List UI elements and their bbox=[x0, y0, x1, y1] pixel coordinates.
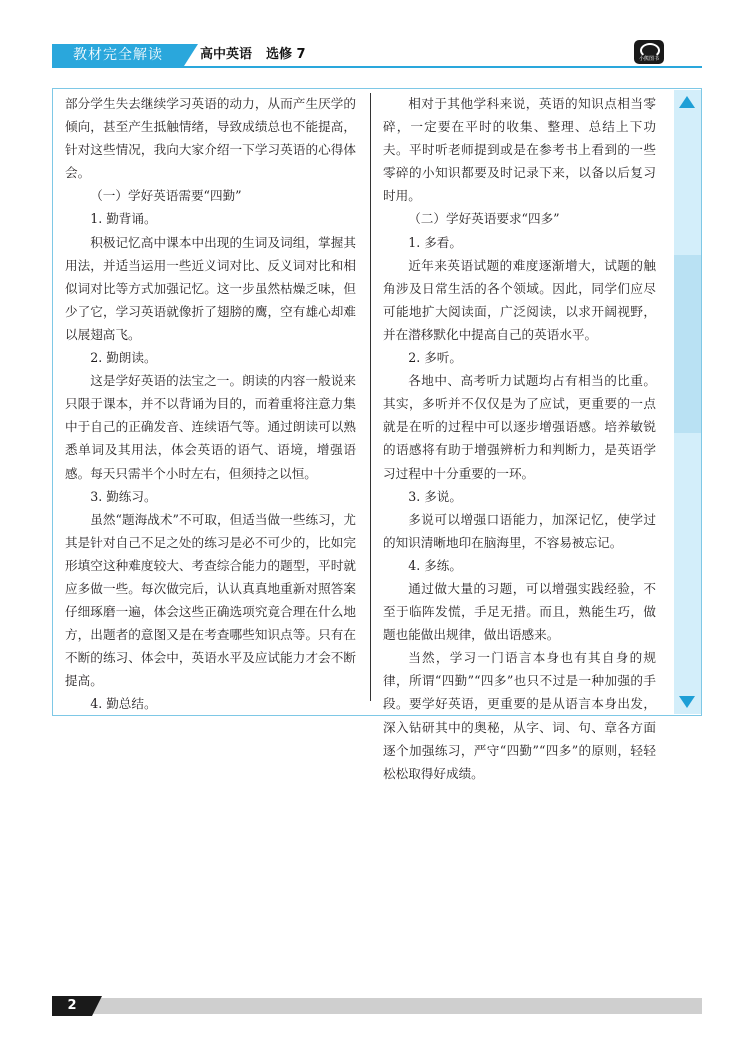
paragraph: 3. 多说。 bbox=[408, 488, 462, 504]
paragraph: 3. 勤练习。 bbox=[90, 488, 157, 504]
paragraph: 1. 勤背诵。 bbox=[90, 211, 157, 227]
paragraph: 相对于其他学科来说，英语的知识点相当零碎，一定要在平时的收集、整理、总结上下功夫。平时听老师提到或是在参考书上看到的一些零碎的小知识都要及时记录下来，以备以后复习时用。 bbox=[383, 96, 656, 204]
tab-corner bbox=[184, 44, 198, 66]
book-series-tab: 教材完全解读 bbox=[52, 44, 184, 66]
paragraph: （二）学好英语要求“四多” bbox=[408, 211, 560, 227]
scroll-down-arrow-icon[interactable] bbox=[674, 690, 701, 714]
paragraph: 2. 多听。 bbox=[408, 350, 462, 366]
volume-label: 选修 7 bbox=[266, 47, 306, 62]
paragraph: 积极记忆高中课本中出现的生词及词组，掌握其用法，并适当运用一些近义词对比、反义词对比和相似词对比等方式加强记忆。这一步虽然枯燥乏味，但少了它，学习英语就像折了翅膀的鹰，空有雄心却难以展翅高飞。 bbox=[65, 234, 356, 342]
paragraph: 近年来英语试题的难度逐渐增大，试题的触角涉及日常生活的各个领域。因此，同学们应尽可能地扩大阅读面，广泛阅读，以求开阔视野，并在潜移默化中提高自己的英语水平。 bbox=[383, 257, 656, 342]
publisher-logo bbox=[634, 40, 664, 64]
paragraph: 这是学好英语的法宝之一。朗读的内容一般说来只限于课本，并不以背诵为目的，而着重将注意力集中于自己的正确发音、连续语气等。通过朗读可以熟悉单词及其用法，体会英语的语气、语境，增强语感。每天只需半个小时左右，但须持之以恒。 bbox=[65, 373, 356, 481]
left-column bbox=[65, 92, 356, 716]
header-rule bbox=[52, 66, 702, 68]
logo-text: 小熊图书 bbox=[638, 56, 659, 62]
scroll-up-arrow-icon[interactable] bbox=[674, 90, 701, 114]
paragraph: 4. 多练。 bbox=[408, 557, 462, 573]
paragraph: 各地中、高考听力试题均占有相当的比重。其实，多听并不仅仅是为了应试，更重要的一点就是在听的过程中可以逐步增强语感。培养敏锐的语感将有助于增强辨析力和判断力，是英语学习过程中十分重要的一环。 bbox=[383, 373, 656, 481]
paragraph: 当然，学习一门语言本身也有其自身的规律，所谓“四勤”“四多”也只不过是一种加强的手段。要学好英语，更重要的是从语言本身出发，深入钻研其中的奥秘，从字、词、句、章各方面逐个加强练习，严守“四勤”“四多”的原则，轻轻松松取得好成绩。 bbox=[383, 650, 656, 781]
right-column bbox=[383, 92, 656, 785]
paragraph: 通过做大量的习题，可以增强实践经验，不至于临阵发慌，手足无措。而且，熟能生巧，做题也能做出规律，做出语感来。 bbox=[383, 580, 656, 643]
paragraph: 虽然“题海战术”不可取，但适当做一些练习，尤其是针对自己不足之处的练习是必不可少的，比如完形填空这种难度较大、考查综合能力的题型，平时就应多做一些。每次做完后，认认真真地重新对照答案仔细琢磨一遍，体会这些正确选项究竟合理在什么地方，出题者的意图又是在考查哪些知识点等。只有在不断的练习、体会中，英语水平及应试能力才会不断提高。 bbox=[65, 511, 356, 689]
page-number: 2 bbox=[52, 996, 92, 1016]
paragraph: 4. 勤总结。 bbox=[90, 696, 157, 712]
paragraph: 1. 多看。 bbox=[408, 234, 462, 250]
footer-bar bbox=[52, 998, 702, 1014]
column-divider bbox=[370, 93, 371, 701]
paragraph: 部分学生失去继续学习英语的动力，从而产生厌学的倾向，甚至产生抵触情绪，导致成绩总也不能提高，针对这些情况，我向大家介绍一下学习英语的心得体会。 bbox=[65, 96, 356, 181]
subject-label: 高中英语 bbox=[200, 47, 253, 62]
page-header bbox=[52, 44, 702, 66]
scrollbar-thumb[interactable] bbox=[674, 255, 701, 433]
paragraph: 2. 勤朗读。 bbox=[90, 350, 157, 366]
paragraph: 多说可以增强口语能力，加深记忆，使学过的知识清晰地印在脑海里，不容易被忘记。 bbox=[383, 511, 656, 550]
book-title bbox=[200, 44, 320, 66]
vertical-scrollbar[interactable] bbox=[674, 90, 701, 714]
paragraph: （一）学好英语需要“四勤” bbox=[90, 188, 242, 204]
